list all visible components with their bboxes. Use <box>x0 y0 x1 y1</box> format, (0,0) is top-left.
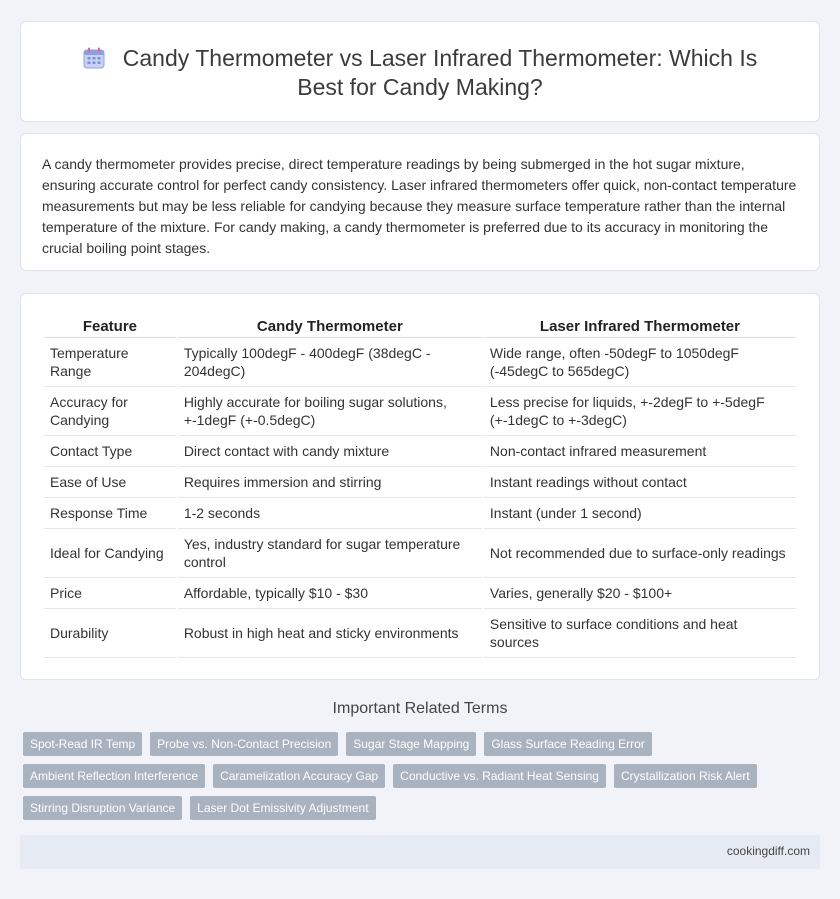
table-cell-candy: Requires immersion and stirring <box>178 467 482 498</box>
table-cell-feature: Ideal for Candying <box>44 529 176 578</box>
comparison-card <box>20 293 820 680</box>
related-term-tag[interactable]: Sugar Stage Mapping <box>346 732 476 756</box>
footer-site-link[interactable]: cookingdiff.com <box>726 844 810 858</box>
related-term-tag[interactable]: Stirring Disruption Variance <box>23 796 182 820</box>
header-feature: Feature <box>44 316 176 338</box>
title-card <box>20 21 820 122</box>
table-row <box>44 609 796 658</box>
related-term-tag[interactable]: Crystallization Risk Alert <box>614 764 757 788</box>
footer-bar <box>20 835 820 869</box>
page-title: Candy Thermometer vs Laser Infrared Thermometer: Which Is Best for Candy Making? <box>122 45 758 100</box>
table-cell-feature: Accuracy for Candying <box>44 387 176 436</box>
table-cell-candy: Typically 100degF - 400degF (38degC - 204degC) <box>178 338 482 387</box>
table-row <box>44 498 796 529</box>
related-term-tag[interactable]: Conductive vs. Radiant Heat Sensing <box>393 764 606 788</box>
table-cell-laser: Sensitive to surface conditions and heat sources <box>484 609 796 658</box>
intro-paragraph: A candy thermometer provides precise, direct temperature readings by being submerged in the hot sugar mixture, ensuring accurate control for perfect candy consistency. Laser infrared thermometers offer quick, non-contact temperature measurements but may be less reliable for candying because they measure surface temperature rather than the internal temperature of the mixture. For candy making, a candy thermometer is preferred due to its accuracy in monitoring the crucial boiling point stages. <box>42 156 797 256</box>
table-cell-candy: Robust in high heat and sticky environments <box>178 609 482 658</box>
table-cell-candy: Highly accurate for boiling sugar solutions, +-1degF (+-0.5degC) <box>178 387 482 436</box>
related-term-tag[interactable]: Probe vs. Non-Contact Precision <box>150 732 338 756</box>
table-cell-feature: Temperature Range <box>44 338 176 387</box>
intro-card <box>20 133 820 271</box>
table-cell-laser: Less precise for liquids, +-2degF to +-5degF (+-1degC to +-3degC) <box>484 387 796 436</box>
table-cell-laser: Varies, generally $20 - $100+ <box>484 578 796 609</box>
table-row <box>44 387 796 436</box>
table-cell-laser: Not recommended due to surface-only readings <box>484 529 796 578</box>
table-row <box>44 578 796 609</box>
table-cell-feature: Durability <box>44 609 176 658</box>
header-laser-thermometer: Laser Infrared Thermometer <box>484 316 796 338</box>
related-terms-heading: Important Related Terms <box>332 700 508 717</box>
table-header-row <box>44 316 796 338</box>
table-row <box>44 436 796 467</box>
table-cell-laser: Wide range, often -50degF to 1050degF (-45degC to 565degC) <box>484 338 796 387</box>
table-cell-feature: Contact Type <box>44 436 176 467</box>
related-term-tag[interactable]: Glass Surface Reading Error <box>484 732 651 756</box>
table-cell-feature: Response Time <box>44 498 176 529</box>
table-row <box>44 338 796 387</box>
table-cell-candy: Yes, industry standard for sugar temperature control <box>178 529 482 578</box>
table-cell-feature: Price <box>44 578 176 609</box>
related-term-tag[interactable]: Laser Dot Emissivity Adjustment <box>190 796 375 820</box>
related-term-tag[interactable]: Spot-Read IR Temp <box>23 732 142 756</box>
table-cell-candy: Direct contact with candy mixture <box>178 436 482 467</box>
table-cell-laser: Instant (under 1 second) <box>484 498 796 529</box>
table-cell-candy: 1-2 seconds <box>178 498 482 529</box>
related-terms-list <box>23 732 783 820</box>
comparison-table <box>42 316 798 658</box>
table-cell-laser: Non-contact infrared measurement <box>484 436 796 467</box>
related-term-tag[interactable]: Caramelization Accuracy Gap <box>213 764 385 788</box>
table-cell-candy: Affordable, typically $10 - $30 <box>178 578 482 609</box>
header-candy-thermometer: Candy Thermometer <box>178 316 482 338</box>
related-term-tag[interactable]: Ambient Reflection Interference <box>23 764 205 788</box>
page-title-wrap <box>21 44 819 102</box>
calendar-icon <box>83 47 105 69</box>
table-cell-laser: Instant readings without contact <box>484 467 796 498</box>
table-row <box>44 467 796 498</box>
table-row <box>44 529 796 578</box>
table-cell-feature: Ease of Use <box>44 467 176 498</box>
